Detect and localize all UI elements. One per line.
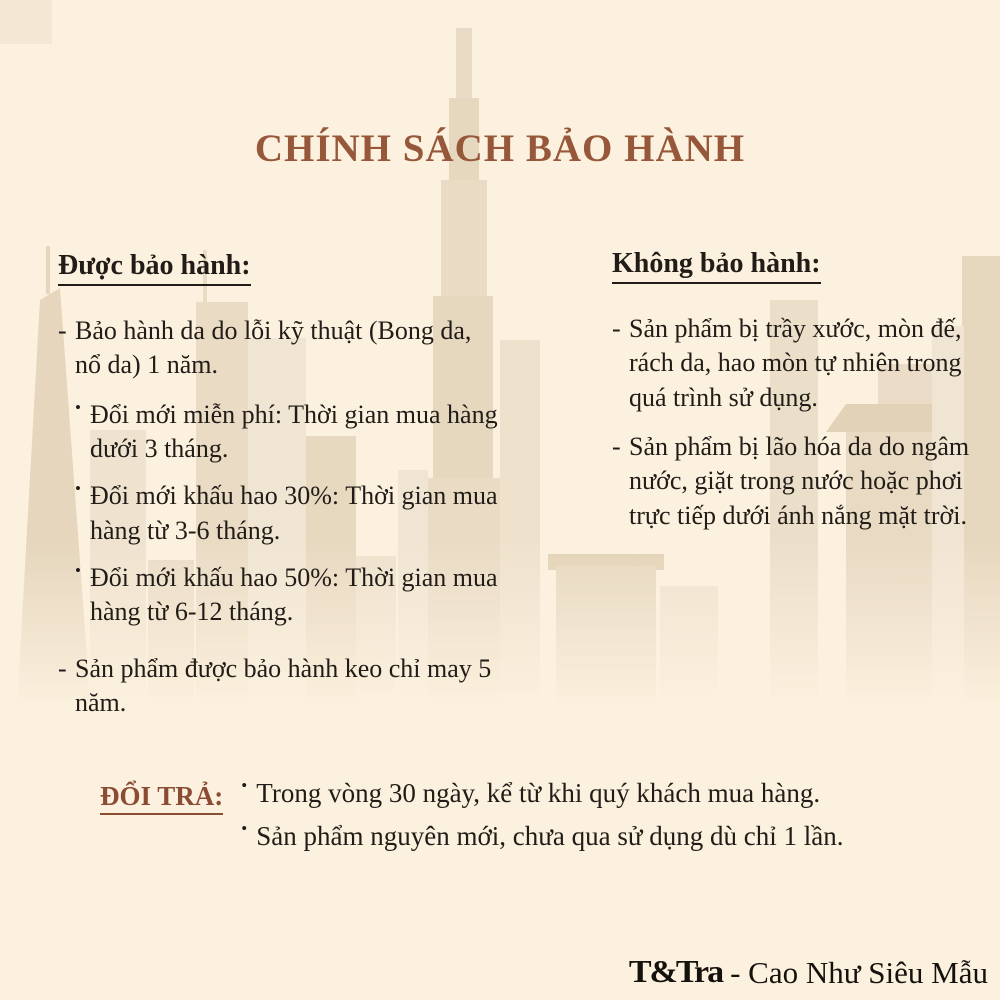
exchange-return-items — [239, 776, 843, 861]
exchange-return-label: ĐỔI TRẢ: — [100, 781, 223, 815]
list-item — [239, 819, 843, 855]
dot-bullet: • — [75, 560, 81, 580]
dot-bullet: • — [75, 397, 81, 417]
covered-warranty-heading: Được bảo hành: — [58, 250, 251, 286]
list-item — [73, 561, 500, 630]
list-item — [612, 312, 992, 415]
not-covered-section — [612, 248, 992, 548]
list-item-text: Trong vòng 30 ngày, kể từ khi quý khách mua hàng. — [256, 778, 821, 808]
dash-bullet: - — [58, 316, 67, 345]
dot-bullet: • — [75, 479, 81, 499]
list-item — [612, 430, 992, 533]
dash-bullet: - — [58, 653, 67, 683]
list-item — [58, 652, 500, 721]
list-item-text: Sản phẩm nguyên mới, chưa qua sử dụng dù chỉ 1 lần. — [256, 820, 844, 851]
dash-bullet: - — [612, 431, 621, 461]
list-item — [73, 479, 500, 548]
list-item-text: Đổi mới miễn phí: Thời gian mua hàng dưới 3 tháng. — [90, 399, 498, 463]
dot-bullet: • — [241, 776, 248, 795]
list-item — [58, 314, 500, 383]
list-item-text: Sản phẩm bị trầy xước, mòn đế, rách da, hao mòn tự nhiên trong quá trình sử dụng. — [629, 314, 962, 412]
list-item-text: Đổi mới khấu hao 50%: Thời gian mua hàng từ 6-12 tháng. — [90, 562, 498, 627]
brand-logo: T&Tra — [628, 955, 723, 990]
not-covered-heading: Không bảo hành: — [612, 248, 821, 284]
dot-bullet: • — [241, 818, 248, 838]
exchange-return-section — [100, 776, 960, 861]
list-item-text: Đổi mới khấu hao 30%: Thời gian mua hàng từ 3-6 tháng. — [90, 481, 498, 545]
covered-warranty-section — [58, 250, 500, 735]
footer-tagline: - Cao Như Siêu Mẫu — [730, 955, 988, 990]
footer — [629, 954, 988, 992]
dash-bullet: - — [612, 314, 621, 343]
page-title: CHÍNH SÁCH BẢO HÀNH — [254, 127, 746, 170]
list-item-text: Sản phẩm bị lão hóa da do ngâm nước, giặt trong nước hoặc phơi trực tiếp dưới ánh nắng mặt trời. — [629, 431, 970, 530]
list-item-text: Sản phẩm được bảo hành keo chỉ may 5 năm. — [75, 653, 492, 717]
list-item-text: Bảo hành da do lỗi kỹ thuật (Bong da, nổ da) 1 năm. — [75, 316, 472, 380]
list-item — [239, 776, 843, 812]
list-item — [73, 398, 500, 467]
